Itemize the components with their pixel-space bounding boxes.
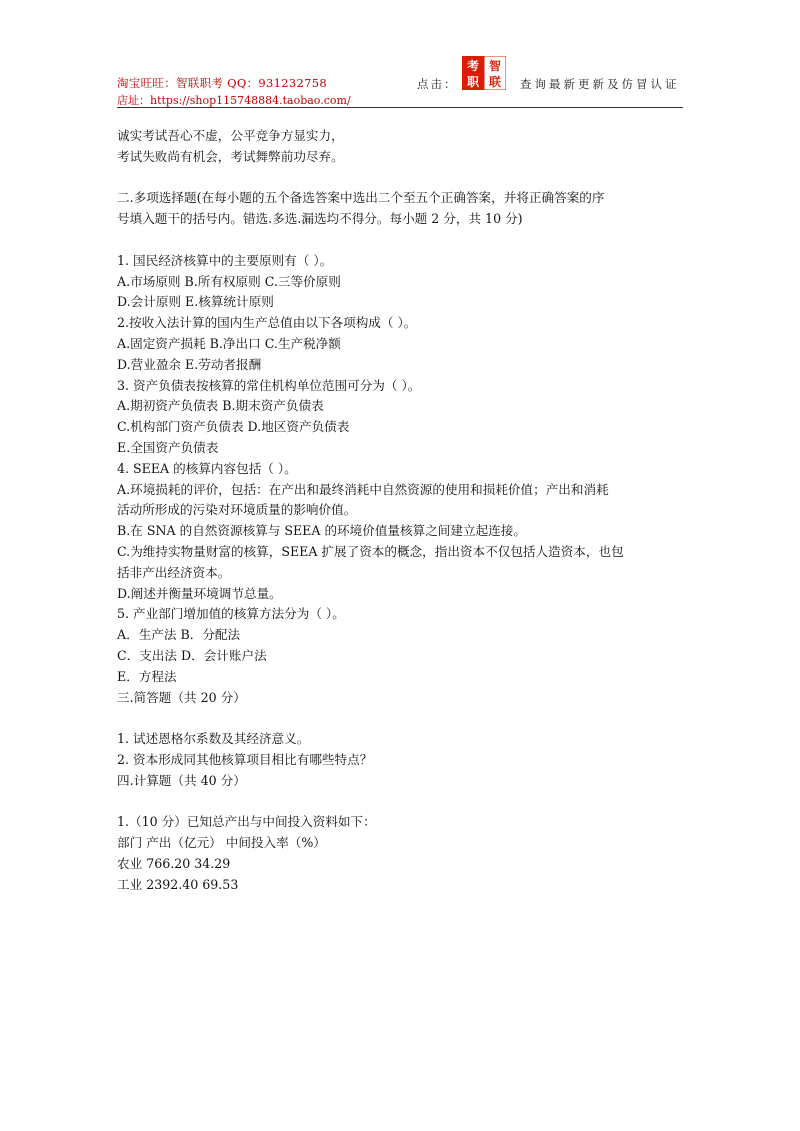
text-line: 1.（10 分）已知总产出与中间投入资料如下： — [117, 814, 376, 830]
text-line: B.在 SNA 的自然资源核算与 SEEA 的环境价值量核算之间建立起连接。 — [117, 523, 526, 539]
text-line: A.市场原则 B.所有权原则 C.三等价原则 — [117, 273, 341, 289]
blank-line — [117, 792, 687, 813]
text-line: 二.多项选择题(在每小题的五个备选答案中选出二个至五个正确答案，并将正确答案的序 — [117, 190, 605, 206]
text-line: 农业 766.20 34.29 — [117, 855, 231, 871]
text-line: A.期初资产负债表 B.期末资产负债表 — [117, 398, 324, 414]
store-url-link[interactable]: 店址：https://shop115748884.taobao.com/ — [117, 94, 351, 107]
text-line: 部门 产出（亿元） 中间投入率（%） — [117, 835, 326, 851]
text-line: 3. 资产负债表按核算的常住机构单位范围可分为（ ）。 — [117, 377, 421, 393]
text-line: 诚实考试吾心不虚，公平竞争方显实力， — [117, 128, 344, 143]
header-divider — [117, 107, 683, 108]
text-line: 1. 国民经济核算中的主要原则有（ ）。 — [117, 252, 333, 268]
text-line: 1. 试述恩格尔系数及其经济意义。 — [117, 731, 310, 747]
text-line: C.为维持实物量财富的核算，SEEA 扩展了资本的概念，指出资本不仅包括人造资本，也包 — [117, 543, 624, 559]
logo-char-1: 考 — [466, 59, 480, 73]
text-line: 2.按收入法计算的国内生产总值由以下各项构成（ ）。 — [117, 315, 417, 331]
text-line: D.阐述并衡量环境调节总量。 — [117, 585, 282, 601]
text-line: 4. SEEA 的核算内容包括（ ）。 — [117, 460, 297, 476]
text-line: 5. 产业部门增加值的核算方法分为（ ）。 — [117, 606, 345, 622]
text-line: C．支出法 D．会计账户法 — [117, 647, 267, 663]
exam-content — [117, 126, 687, 895]
zhilian-logo-icon[interactable] — [462, 56, 506, 90]
blank-line — [117, 230, 687, 251]
blank-line — [117, 708, 687, 729]
logo-char-3: 职 — [466, 75, 480, 89]
verify-link[interactable]: 查询最新更新及仿冒认证 — [520, 77, 680, 91]
text-line: 活动所形成的污染对环境质量的影响价值。 — [117, 502, 357, 518]
click-label: 点击： — [417, 77, 458, 91]
text-line: 四.计算题（共 40 分） — [117, 772, 246, 788]
text-line: D.营业盈余 E.劳动者报酬 — [117, 356, 262, 372]
logo-char-2: 智 — [488, 59, 502, 73]
text-line: 号填入题干的括号内。错选.多选.漏选均不得分。每小题 2 分，共 10 分) — [117, 211, 523, 227]
text-line: A.环境损耗的评价，包括：在产出和最终消耗中自然资源的使用和损耗价值；产出和消耗 — [117, 481, 609, 497]
logo-char-4: 联 — [488, 75, 502, 89]
shop-contact-line: 淘宝旺旺：智联职考 QQ：931232758 — [117, 76, 327, 90]
text-line: 工业 2392.40 69.53 — [117, 876, 239, 892]
text-line: D.会计原则 E.核算统计原则 — [117, 294, 274, 310]
blank-line — [117, 168, 687, 189]
page-header — [117, 59, 683, 110]
text-line: C.机构部门资产负债表 D.地区资产负债表 — [117, 419, 350, 435]
text-line: 括非产出经济资本。 — [117, 564, 231, 580]
text-line: A．生产法 B．分配法 — [117, 627, 241, 643]
text-line: 2. 资本形成同其他核算项目相比有哪些特点？ — [117, 751, 373, 767]
text-line: 考试失败尚有机会，考试舞弊前功尽弃。 — [117, 148, 344, 164]
text-line: A.固定资产损耗 B.净出口 C.生产税净额 — [117, 335, 341, 351]
text-line: E．方程法 — [117, 668, 177, 684]
text-line: 三.简答题（共 20 分） — [117, 689, 246, 705]
text-line: E.全国资产负债表 — [117, 439, 219, 455]
